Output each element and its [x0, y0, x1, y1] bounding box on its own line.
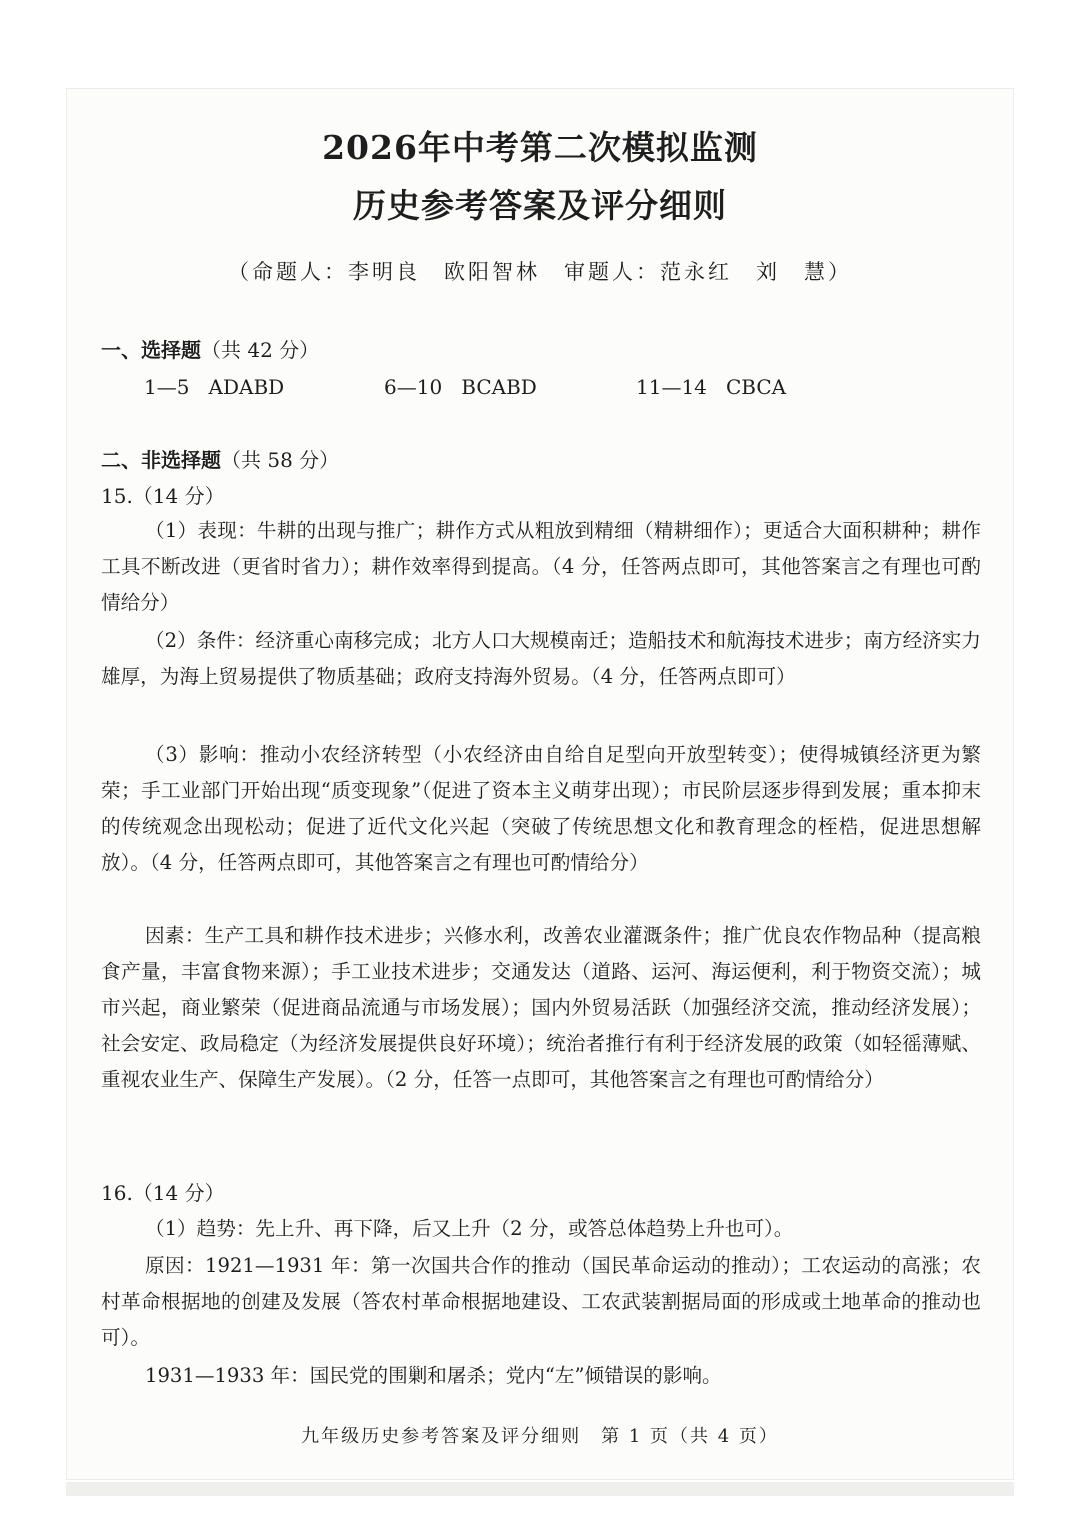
section-multiple-choice-heading — [101, 337, 319, 363]
q15-part1-answer: （1）表现：牛耕的出现与推广；耕作方式从粗放到精细（精耕细作）；更适合大面积耕种；耕作工具不断改进（更省时省力）；耕作效率得到提高。（4 分，任答两点即可，其他答案言之有理也可酌情给分） — [101, 519, 981, 614]
exam-title: 2026年中考第二次模拟监测 — [322, 128, 758, 167]
answer-group-1 — [144, 374, 284, 400]
answer-range: 6—10 — [384, 375, 443, 399]
q16-reasons-1931-1933: 1931—1933 年：国民党的围剿和屠杀；党内“左”倾错误的影响。 — [145, 1364, 722, 1387]
page-footer: 九年级历史参考答案及评分细则 第 1 页（共 4 页） — [301, 1426, 779, 1447]
section-title: 一、选择题 — [101, 338, 201, 362]
document-title: 历史参考答案及评分细则 — [353, 186, 727, 225]
authors-line: （命题人：李明良 欧阳智林 审题人：范永红 刘 慧） — [228, 260, 852, 284]
answer-group-3 — [636, 374, 786, 400]
q15-factors-answer: 因素：生产工具和耕作技术进步；兴修水利，改善农业灌溉条件；推广优良农作物品种（提高粮食产量，丰富食物来源）；手工业技术进步；交通发达（道路、运河、海运便利，利于物资交流）；城市兴起，商业繁荣（促进商品流通与市场发展）；国内外贸易活跃（加强经济交流，推动经济发展）；社会安定、政局稳定（为经济发展提供良好环境）；统治者推行有利于经济发展的政策（如轻徭薄赋、重视农业生产、保障生产发展）。（2 分，任答一点即可，其他答案言之有理也可酌情给分） — [101, 924, 981, 1091]
section-title: 二、非选择题 — [101, 448, 221, 472]
answer-letters: CBCA — [725, 375, 787, 399]
q16-reasons-answer: 原因：1921—1931 年：第一次国共合作的推动（国民革命运动的推动）；工农运动的高涨；农村革命根据地的创建及发展（答农村革命根据地建设、工农武装割据局面的形成或土地革命的推动也可）。 — [101, 1254, 981, 1349]
answer-letters: BCABD — [461, 375, 537, 399]
q15-part2-answer: （2）条件：经济重心南移完成；北方人口大规模南迁；造船技术和航海技术进步；南方经济实力雄厚，为海上贸易提供了物质基础；政府支持海外贸易。（4 分，任答两点即可） — [101, 629, 981, 688]
answer-range: 11—14 — [636, 375, 707, 399]
q15-part3-answer: （3）影响：推动小农经济转型（小农经济由自给自足型向开放型转变）；使得城镇经济更为繁荣；手工业部门开始出现“质变现象”（促进了资本主义萌芽出现）；市民阶层逐步得到发展；重本抑末的传统观念出现松动；促进了近代文化兴起（突破了传统思想文化和教育理念的桎梏，促进思想解放）。（4 分，任答两点即可，其他答案言之有理也可酌情给分） — [101, 743, 981, 874]
question-15-label: 15.（14 分） — [101, 484, 225, 508]
section-score: （共 58 分） — [221, 448, 340, 472]
page-bottom-edge — [66, 1482, 1014, 1496]
answer-range: 1—5 — [144, 375, 190, 399]
section-non-choice-heading — [101, 447, 339, 473]
section-score: （共 42 分） — [201, 338, 320, 362]
answer-letters: ADABD — [208, 375, 285, 399]
q16-part1-answer: （1）趋势：先上升、再下降，后又上升（2 分，或答总体趋势上升也可）。 — [145, 1217, 794, 1240]
question-16-label: 16.（14 分） — [101, 1181, 225, 1205]
answer-group-2 — [384, 374, 537, 400]
